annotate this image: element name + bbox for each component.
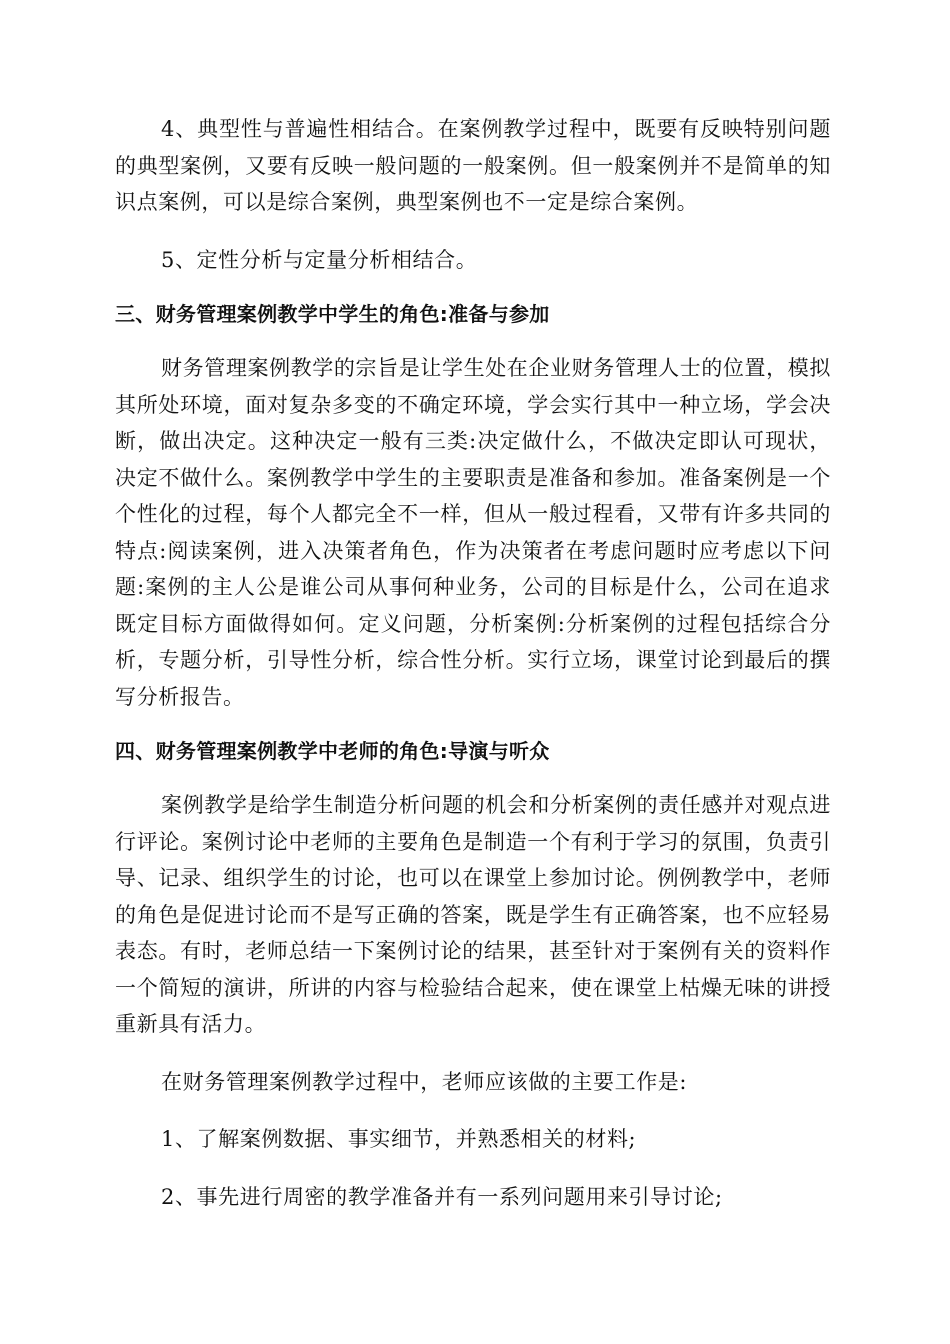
paragraph-teacher-tasks-intro: 在财务管理案例教学过程中，老师应该做的主要工作是: bbox=[161, 1069, 688, 1094]
list-item-task-2: 2、事先进行周密的教学准备并有一系列问题用来引导讨论; bbox=[161, 1184, 723, 1209]
paragraph-teachers-role: 案例教学是给学生制造分析问题的机会和分析案例的责任感并对观点进行评论。案例讨论中老师的主要角色是制造一个有利于学习的氛围，负责引导、记录、组织学生的讨论，也可以在课堂上参加讨论。例例教学中，老师的角色是促进讨论而不是写正确的答案，既是学生有正确答案，也不应轻易表态。有时，老师总结一下案例讨论的结果，甚至针对于案例有关的资料作一个简短的演讲，所讲的内容与检验结合起来，使在课堂上枯燥无味的讲授重新具有活力。 bbox=[115, 793, 831, 1036]
paragraph-principle-5: 5、定性分析与定量分析相结合。 bbox=[161, 247, 478, 272]
section-heading-teachers-role: 四、财务管理案例教学中老师的角色:导演与听众 bbox=[115, 739, 550, 763]
paragraph-principle-4: 4、典型性与普遍性相结合。在案例教学过程中，既要有反映特别问题的典型案例，又要有反映一般问题的一般案例。但一般案例并不是简单的知识点案例，可以是综合案例，典型案例也不一定是综合案例。 bbox=[115, 117, 831, 214]
section-heading-students-role: 三、财务管理案例教学中学生的角色:准备与参加 bbox=[115, 302, 550, 326]
document-body bbox=[115, 111, 831, 1215]
list-item-task-1: 1、了解案例数据、事实细节，并熟悉相关的材料; bbox=[161, 1127, 637, 1151]
paragraph-students-role: 财务管理案例教学的宗旨是让学生处在企业财务管理人士的位置，模拟其所处环境，面对复杂多变的不确定环境，学会实行其中一种立场，学会决断，做出决定。这种决定一般有三类:决定做什么，不做决定即认可现状，决定不做什么。案例教学中学生的主要职责是准备和参加。准备案例是一个个性化的过程，每个人都完全不一样，但从一般过程看，又带有许多共同的特点:阅读案例，进入决策者角色，作为决策者在考虑问题时应考虑以下问题:案例的主人公是谁公司从事何种业务，公司的目标是什么，公司在追求既定目标方面做得如何。定义问题，分析案例:分析案例的过程包括综合分析，专题分析，引导性分析，综合性分析。实行立场，课堂讨论到最后的撰写分析报告。 bbox=[115, 356, 831, 709]
